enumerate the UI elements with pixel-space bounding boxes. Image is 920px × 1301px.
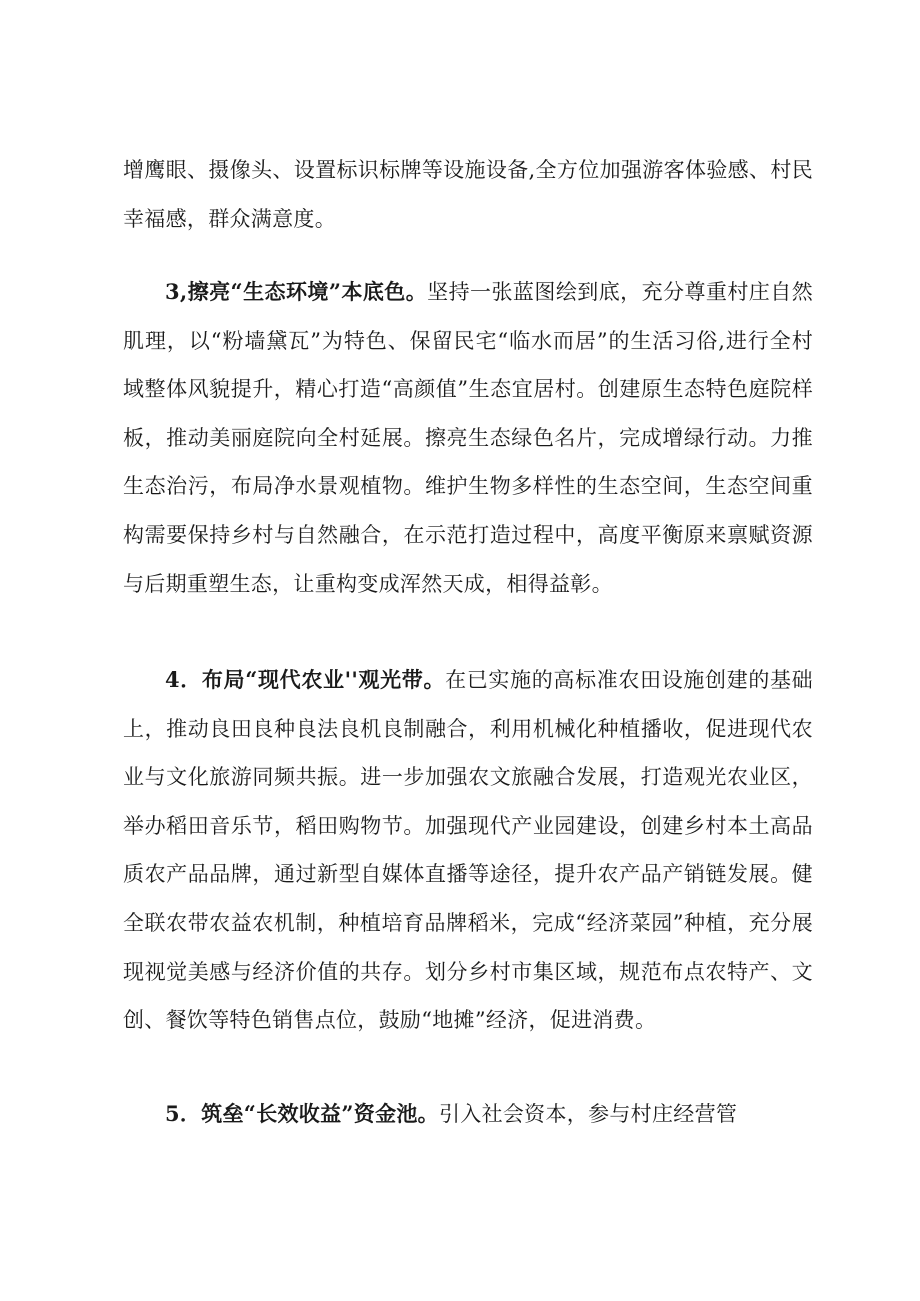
- paragraph-section-4: [123, 656, 813, 1045]
- paragraph-body: 在已实施的高标准农田设施创建的基础上，推动良田良种良法良机良制融合，利用机械化种植播收，促进现代农业与文化旅游同频共振。进一步加强农文旅融合发展，打造观光农业区，举办稻田音乐节，稻田购物节。加强现代产业园建设，创建乡村本土高品质农产品品牌，通过新型自媒体直播等途径，提升农产品产销链发展。健全联农带农益农机制，种植培育品牌稻米，完成“经济菜园”种植，充分展现视觉美感与经济价值的共存。划分乡村市集区域，规范布点农特产、文创、餐饮等特色销售点位，鼓励“地摊”经济，促进消费。: [123, 668, 813, 1033]
- paragraph-text: [123, 656, 813, 1045]
- paragraph-continued: [123, 146, 813, 243]
- paragraph-text: [123, 268, 813, 608]
- paragraph-text: [123, 1090, 813, 1139]
- section-heading: 3,擦亮“生态环境”本底色。: [165, 279, 428, 304]
- paragraph-section-3: [123, 268, 813, 608]
- paragraph-body: 增鹰眼、摄像头、设置标识标牌等设施设备,全方位加强游客体验感、村民幸福感，群众满意度。: [123, 158, 813, 231]
- paragraph-body: 坚持一张蓝图绘到底，充分尊重村庄自然肌理，以“粉墙黛瓦”为特色、保留民宅“临水而居”的生活习俗,进行全村域整体风貌提升，精心打造“高颜值”生态宜居村。创建原生态特色庭院样板，推动美丽庭院向全村延展。擦亮生态绿色名片，完成增绿行动。力推生态治污，布局净水景观植物。维护生物多样性的生态空间，生态空间重构需要保持乡村与自然融合，在示范打造过程中，高度平衡原来禀赋资源与后期重塑生态，让重构变成浑然天成，相得益彰。: [123, 280, 813, 596]
- paragraph-body: 引入社会资本，参与村庄经营管: [438, 1102, 738, 1126]
- section-heading: 5．筑垒“长效收益”资金池。: [165, 1101, 439, 1126]
- section-heading: 4．布局“现代农业''观光带。: [165, 667, 446, 692]
- paragraph-text: [123, 146, 813, 243]
- paragraph-section-5: [123, 1090, 813, 1139]
